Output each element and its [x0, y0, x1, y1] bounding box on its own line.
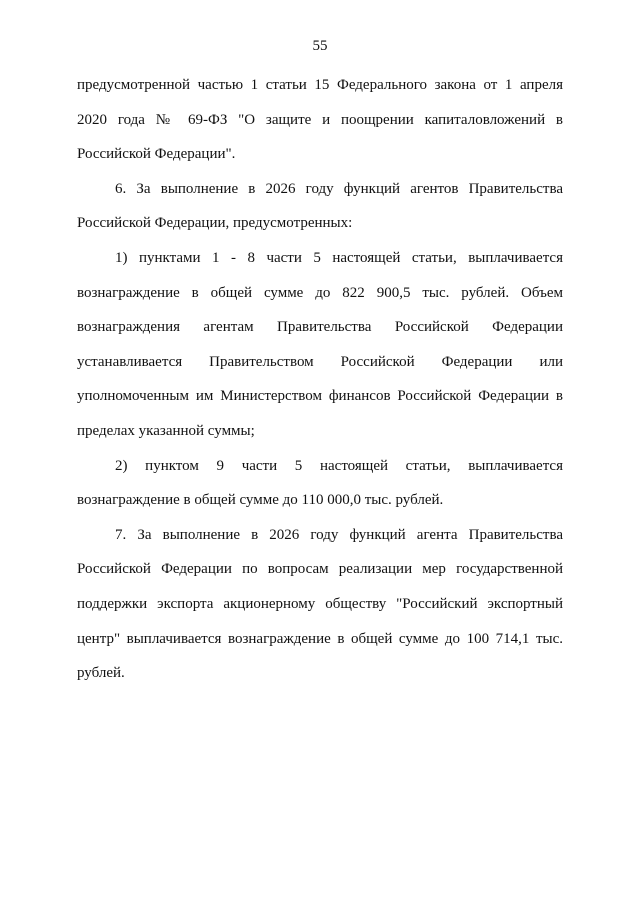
text-line: 2) пунктом 9 части 5 настоящей статьи, выплачивается — [115, 457, 563, 474]
text-line: Российской Федерации". — [77, 146, 236, 163]
paragraph-6-item-1 — [77, 241, 563, 449]
text-line: 6. За выполнение в 2026 году функций агентов Правительства — [115, 180, 563, 197]
paragraph-7 — [77, 518, 563, 691]
text-line: вознаграждение в общей сумме до 110 000,0 тыс. рублей. — [77, 492, 444, 509]
text-line: предусмотренной частью 1 статьи 15 Федерального закона от 1 апреля — [77, 77, 563, 93]
text-line: Российской Федерации по вопросам реализации мер государственной — [77, 561, 563, 578]
text-line: центр" выплачивается вознаграждение в общей сумме до 100 714,1 тыс. — [77, 630, 563, 647]
text-line: рублей. — [77, 665, 125, 682]
text-line: 1) пунктами 1 - 8 части 5 настоящей статьи, выплачивается — [115, 249, 563, 266]
text-line: вознаграждения агентам Правительства Российской Федерации — [77, 319, 563, 336]
paragraph-continuation — [77, 68, 563, 172]
text-line: Российской Федерации, предусмотренных: — [77, 215, 353, 232]
text-line: уполномоченным им Министерством финансов Российской Федерации в — [77, 388, 563, 405]
document-body — [77, 68, 563, 691]
page-number: 55 — [312, 38, 328, 54]
text-line: поддержки экспорта акционерному обществу "Российский экспортный — [77, 595, 563, 612]
text-line: 7. За выполнение в 2026 году функций агента Правительства — [115, 526, 563, 543]
text-line: 2020 года № 69-ФЗ "О защите и поощрении капиталовложений в — [77, 111, 563, 128]
paragraph-6 — [77, 172, 563, 241]
text-line: пределах указанной суммы; — [77, 422, 255, 439]
text-line: устанавливается Правительством Российской Федерации или — [77, 353, 563, 370]
text-line: вознаграждение в общей сумме до 822 900,5 тыс. рублей. Объем — [77, 284, 563, 301]
paragraph-6-item-2 — [77, 449, 563, 518]
